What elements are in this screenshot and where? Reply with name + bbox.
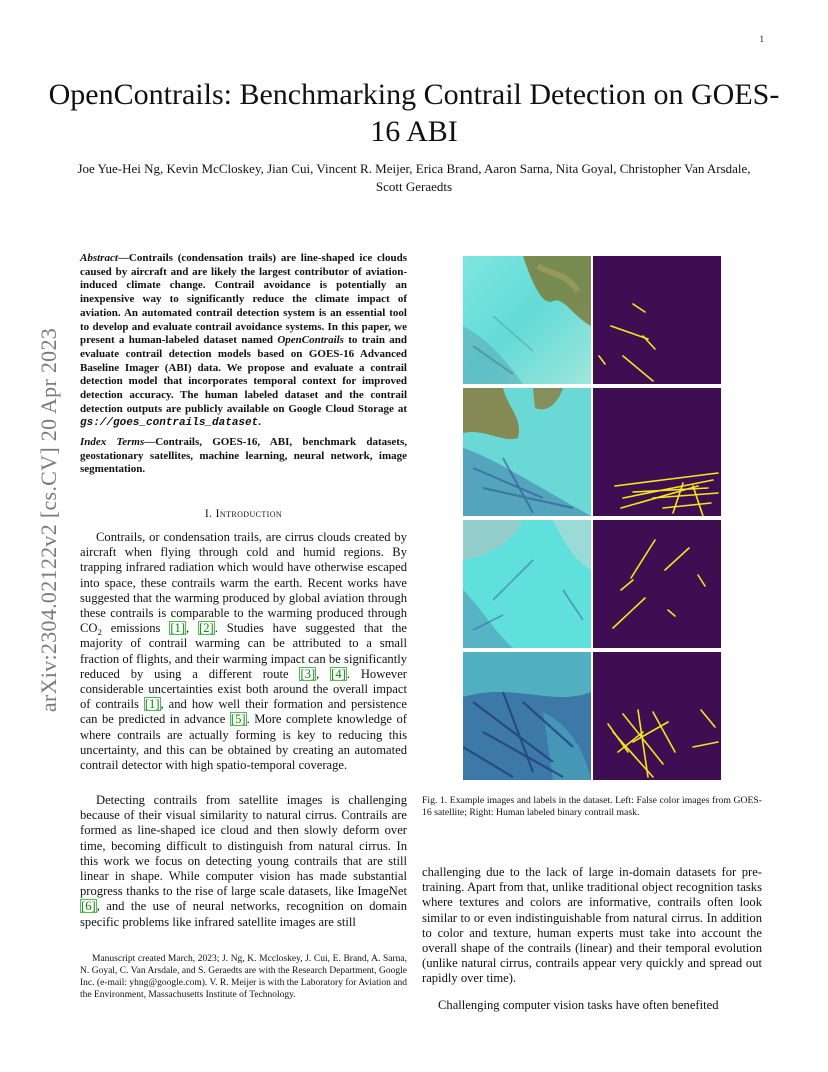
intro-p1-text: , <box>316 666 331 681</box>
figure-1 <box>463 256 721 780</box>
false-color-image <box>463 256 591 384</box>
intro-paragraph-1 <box>80 530 407 773</box>
figure-row <box>463 388 721 516</box>
dataset-name: OpenContrails <box>277 334 344 347</box>
page-number: 1 <box>759 34 764 44</box>
citation-link[interactable]: [1] <box>144 697 160 712</box>
contrail-mask <box>593 388 721 516</box>
false-color-image <box>463 520 591 648</box>
abstract-end: . <box>258 416 261 429</box>
footnote: Manuscript created March, 2023; J. Ng, K. Mccloskey, J. Cui, E. Brand, A. Sarna, N. Goyal, C. Van Arsdale, and S. Geraedts are with the Research Department, Google Inc. (e-mail: yhng@google.com). V. R. Meijer is with the Laboratory for Aviation and the Environment, Massachusetts Institute of Technology. <box>80 954 407 1000</box>
citation-link[interactable]: [4] <box>331 666 346 681</box>
intro-p1-text: . More complete knowledge of where contrails are actually forming is key to reducing this uncertainty, and this can be obtained by creating an automated contrail detector with high spatio-temporal coverage. <box>80 712 407 773</box>
index-terms <box>80 436 407 477</box>
figure-caption: Fig. 1. Example images and labels in the dataset. Left: False color images from GOES-16 satellite; Right: Human labeled binary contrail mask. <box>422 795 762 818</box>
contrail-mask <box>593 652 721 780</box>
abstract-text-1: —Contrails (condensation trails) are line-shaped ice clouds caused by aircraft and are likely the largest contributor of aviation-induced climate change. Contrail avoidance is potentially an inexpensive way to significantly reduce the climate impact of aviation. An automated contrail detection system is an essential tool to develop and evaluate contrail avoidance systems. In this paper, we present a human-labeled dataset named <box>80 252 407 347</box>
citation-link[interactable]: [6] <box>81 899 96 914</box>
citation-link[interactable]: [3] <box>300 666 316 681</box>
right-paragraph-1: challenging due to the lack of large in-domain datasets for pre-training. Apart from that, unlike traditional object recognition tasks where textures and colors are informative, contrails often look similar to or even indistinguishable from natural cirrus. In addition to color and texture, human experts must take into account the overall shape of the contrails (linear) and their temporal evolution (unlike natural cirrus, contrails appear very quickly and spread out rapidly over time). <box>422 865 762 986</box>
paper-title: OpenContrails: Benchmarking Contrail Detection on GOES-16 ABI <box>48 78 780 148</box>
intro-p2-text: Detecting contrails from satellite images is challenging because of their visual similarity to natural cirrus. Contrails are formed as line-shaped ice cloud and then slowly deform over time, becoming difficult to distinguish from natural cirrus. In this work we focus on detecting young contrails that are still linear in shape. While computer vision has made substantial progress thanks to the rise of large scale datasets, like ImageNet <box>80 793 407 899</box>
right-paragraph-2: Challenging computer vision tasks have often benefited <box>438 998 719 1012</box>
subscript: 2 <box>97 627 102 638</box>
index-terms-text: —Contrails, GOES-16, ABI, benchmark datasets, geostationary satellites, machine learning, neural network, image segmentation. <box>80 436 407 476</box>
citation-link[interactable]: [1] <box>170 621 186 636</box>
intro-paragraph-2 <box>80 793 407 930</box>
contrail-mask <box>593 256 721 384</box>
intro-p1-text: emissions <box>101 621 170 636</box>
section-heading: I. Introduction <box>204 508 283 520</box>
false-color-image <box>463 388 591 516</box>
index-terms-lead: Index Terms <box>80 436 145 448</box>
false-color-image <box>463 652 591 780</box>
citation-link[interactable]: [2] <box>199 621 214 636</box>
storage-path: gs://goes_contrails_dataset <box>80 417 259 430</box>
figure-row <box>463 652 721 780</box>
intro-p1-text: . However considerable uncertainties exist both around the overall impact of contrails <box>80 666 407 712</box>
intro-p1-text: , <box>186 621 199 636</box>
abstract-lead: Abstract <box>80 252 118 264</box>
arxiv-identifier: arXiv:2304.02122v2 [cs.CV] 20 Apr 2023 <box>36 327 61 713</box>
citation-link[interactable]: [5] <box>230 712 246 727</box>
abstract <box>80 252 407 431</box>
figure-row <box>463 520 721 648</box>
intro-p1-text: Contrails, or condensation trails, are cirrus clouds created by aircraft when flying through cold and humid regions. By trapping infrared radiation which would have otherwise escaped into space, these contrails warm the earth. Recent works have suggested that the warming produced by global aviation through these contrails is comparable to the warming produced through CO <box>80 530 407 636</box>
contrail-mask <box>593 520 721 648</box>
figure-row <box>463 256 721 384</box>
author-list: Joe Yue-Hei Ng, Kevin McCloskey, Jian Cui, Vincent R. Meijer, Erica Brand, Aaron Sarna, Nita Goyal, Christopher Van Arsdale, Scott Geraedts <box>77 161 751 194</box>
abstract-text-2: to train and evaluate contrail detection models based on GOES-16 Advanced Baseline Imager (ABI) data. We propose and evaluate a contrail detection model that incorporates temporal context for improved detection accuracy. The human labeled dataset and the contrail detection outputs are publicly available on Google Cloud Storage at <box>80 334 407 415</box>
intro-p1-text: , and how well their formation and persistence can be predicted in advance <box>80 697 407 727</box>
intro-p2-text: , and the use of neural networks, recognition on domain specific problems like infrared satellite images are still <box>80 899 407 929</box>
intro-p1-text: . Studies have suggested that the majority of contrail warming can be attributed to a small fraction of flights, and their warming impact can be significantly reduced by using a different route <box>80 621 407 681</box>
